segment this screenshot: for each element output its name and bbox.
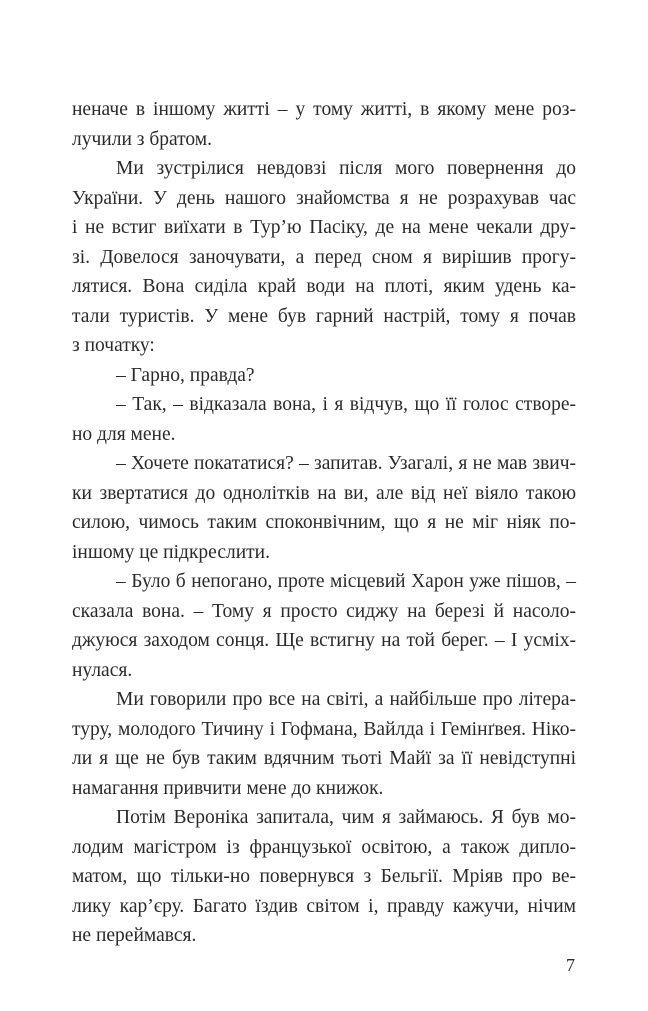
text-line-content: – Гарно, правда? — [116, 365, 255, 386]
text-line-content: матом, що тільки-но повернувся з Бельгії. Мріяв про ве- — [72, 866, 577, 887]
text-line — [0, 331, 648, 361]
text-line-content: зі. Довелося заночувати, а перед сном я вирішив прогу- — [72, 247, 577, 268]
text-line — [0, 921, 648, 951]
text-line — [0, 715, 648, 745]
text-line-content: ки звертатися до однолітків на ви, але від неї віяло такою — [72, 483, 577, 504]
text-line — [0, 685, 648, 715]
text-line — [0, 567, 648, 597]
text-line-content: – Хочете покататися? – запитав. Узагалі, я не мав звич- — [116, 453, 577, 474]
text-line — [0, 302, 648, 332]
text-line — [0, 390, 648, 420]
text-line — [0, 184, 648, 214]
text-line — [0, 862, 648, 892]
text-line-content: но для мене. — [72, 424, 176, 445]
text-line-content: лодим магістром із французької освітою, а також дипло- — [72, 837, 576, 858]
text-line-content: лику кар’єру. Багато їздив світом і, правду кажучи, нічим — [72, 896, 576, 917]
text-line-content: не переймався. — [72, 925, 197, 946]
text-line-content: Ми говорили про все на світі, а найбільше про літера- — [116, 689, 576, 710]
text-line-content: намагання привчити мене до книжок. — [72, 778, 384, 799]
text-line-content: тали туристів. У мене був гарний настрій, тому я почав — [72, 306, 577, 327]
text-line-content: лучили з братом. — [72, 129, 213, 150]
text-line-content: туру, молодого Тичину і Гофмана, Вайлда і Гемінґвея. Ніко- — [72, 719, 576, 740]
text-line — [0, 95, 648, 125]
text-line-content: силою, чимось таким споконвічним, що я не міг ніяк по- — [72, 512, 576, 533]
text-line — [0, 538, 648, 568]
text-line — [0, 420, 648, 450]
text-line-content: України. У день нашого знайомства я не розрахував час — [72, 188, 577, 209]
text-line — [0, 272, 648, 302]
text-line-content: сказала вона. – Тому я просто сиджу на березі й насоло- — [72, 601, 577, 622]
text-line — [0, 803, 648, 833]
text-line — [0, 508, 648, 538]
text-line-content: з початку: — [72, 335, 155, 356]
text-line-content: Ми зустрілися невдовзі після мого повернення до — [116, 158, 577, 179]
text-line-content: неначе в іншому житті – у тому житті, в якому мене роз- — [72, 99, 576, 120]
text-line — [0, 597, 648, 627]
text-line-content: джуюся заходом сонця. Ще встигну на той берег. – І усміх- — [72, 630, 577, 651]
text-line-content: – Так, – відказала вона, і я відчув, що її голос створе- — [116, 394, 577, 415]
text-line — [0, 213, 648, 243]
text-line-content: і не встиг виїхати в Тур’ю Пасіку, де на мене чекали дру- — [72, 217, 576, 238]
text-line — [0, 626, 648, 656]
text-line — [0, 125, 648, 155]
text-line — [0, 892, 648, 922]
text-line-content: ли я ще не був таким вдячним тьоті Майї за її невідступні — [72, 748, 576, 769]
text-line — [0, 449, 648, 479]
text-line — [0, 656, 648, 686]
text-line — [0, 243, 648, 273]
page-number: 7 — [566, 955, 575, 975]
text-line-content: нулася. — [72, 660, 133, 681]
text-line-content: лятися. Вона сиділа край води на плоті, яким удень ка- — [72, 276, 577, 297]
text-line — [0, 744, 648, 774]
text-line-content: Потім Вероніка запитала, чим я займаюсь. Я був мо- — [116, 807, 577, 828]
text-line — [0, 833, 648, 863]
text-line-content: – Було б непогано, проте місцевий Харон уже пішов, – — [116, 571, 577, 592]
text-line — [0, 479, 648, 509]
text-line — [0, 361, 648, 391]
text-line-content: іншому це підкреслити. — [72, 542, 270, 563]
text-line — [0, 774, 648, 804]
text-line — [0, 154, 648, 184]
